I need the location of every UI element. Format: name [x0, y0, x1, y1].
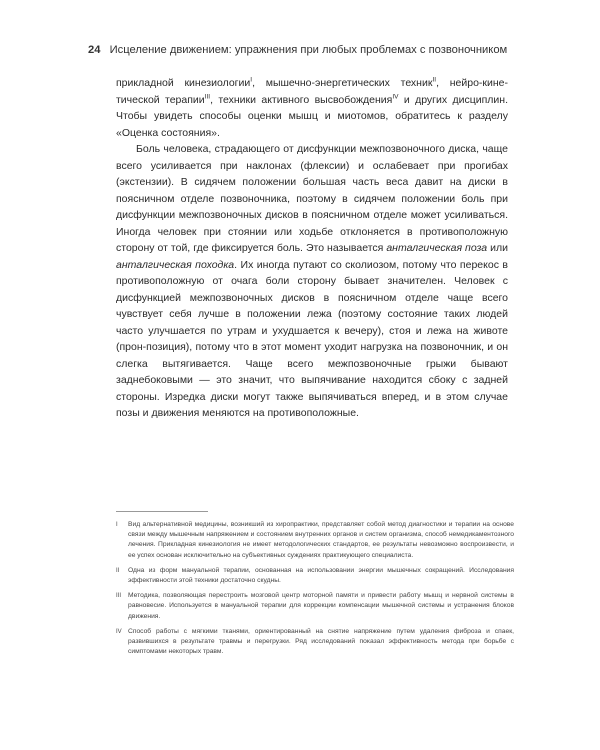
footnote-mark: II: [116, 567, 120, 574]
footnotes: [116, 520, 514, 662]
text-run: , техники активного высвобождения: [210, 93, 393, 106]
footnote-divider: [116, 511, 208, 512]
text-run: или: [487, 242, 509, 254]
main-text: [116, 75, 508, 422]
footnote-mark: IV: [116, 628, 122, 635]
paragraph-1: [116, 75, 508, 141]
footnote-mark: III: [116, 593, 122, 600]
running-title: Исцеление движением: упражнения при любых проблемах с позвоночником: [109, 44, 508, 56]
footnote-text: Вид альтернативной медицины, возникший из хиропрактики, представляет собой метод диагностики и терапии на основе связи между мышечным напряжением и состоянием внутренних органов и систем организма, способ немедикаментозного лечения. Прикладная кинезиология не имеет методологических стандартов, ее результаты невозможно воспроизвести, и ее успех основан исключительно на субъективных суждениях практикующего специалиста.: [128, 521, 514, 559]
footnote: [116, 627, 514, 658]
footnote-ref: II: [432, 76, 437, 84]
emphasis-text: анталгическая походка: [116, 258, 235, 271]
footnote-ref: IV: [392, 93, 399, 100]
footnote-text: Способ работы с мягкими тканями, ориентированный на снятие напряжение путем удаления фиброза и спаек, развившихся в результате травмы и перегрузки. Ряд исследований показал эффективность метода при борьбе с симптомами некоторых травм.: [128, 627, 514, 656]
footnote: [116, 591, 514, 622]
footnote: [116, 566, 514, 586]
text-run: прикладной кинезиологии: [116, 77, 251, 89]
text-run: . Их иногда путают со сколиозом, потому что перекос в противоположную от очага боли сторону бывает значителен. Человек с дисфункцией межпозвоночных дисков в поясничном отделе чаще всего чувствует себя лучше в положении лежа (поэтому состояние таких людей часто улучшается по утрам и ухудшается к вечеру), стоя и лежа на животе (прон-позиция), потому что в этот момент уходит нагрузка на позвоночник, и он слегка вытягивается. Чаще всего межпозвоночные грыжи бывают заднебоковыми — это значит, что выпячивание находится сбоку с задней стороны. Изредка диски могут также выпячиваться вперед, и в этом случае позы и движения меняются на противоположные.: [116, 258, 508, 419]
emphasis-text: анталгическая поза: [386, 242, 488, 254]
text-run: и других дисциплин. Чтобы увидеть способы оценки мышц и миотомов, обратитесь к разделу «Оценка состояния».: [116, 93, 508, 139]
paragraph-2: [116, 141, 508, 422]
footnote: [116, 520, 514, 561]
footnote-ref: III: [204, 93, 211, 100]
page-number: 24: [88, 44, 101, 56]
text-run: Боль человека, страдающего от дисфункции межпозвоночного диска, чаще всего усиливается при наклонах (флексии) и ослабевает при прогибах (экстензии). В сидячем положении большая часть веса давит на диски в поясничном отделе позвоночника, поэтому в сидячем положении боль при дисфункции межпозвоночных дисков в поясничном отделе может усиливаться. Иногда человек при стоянии или ходьбе отклоняется в противоположную сторону от той, где фиксируется боль. Это называется: [116, 143, 508, 254]
footnote-text: Одна из форм мануальной терапии, основанная на использовании энергии мышечных сокращений. Исследования эффективности этой техники достаточно скудны.: [128, 566, 514, 585]
footnote-text: Методика, позволяющая перестроить мозговой центр моторной памяти и привести работу мышц и нервной системы в равновесие. Используется в мануальной терапии для коррекции компенсации мышечной системы и устранения блоков движения.: [128, 592, 514, 620]
footnote-mark: I: [116, 522, 118, 528]
footnote-ref: I: [250, 76, 253, 84]
text-run: , нейро-кине-тической терапии: [116, 77, 508, 106]
text-run: , мышечно-энергетических техник: [252, 77, 433, 89]
running-header: [88, 44, 518, 56]
